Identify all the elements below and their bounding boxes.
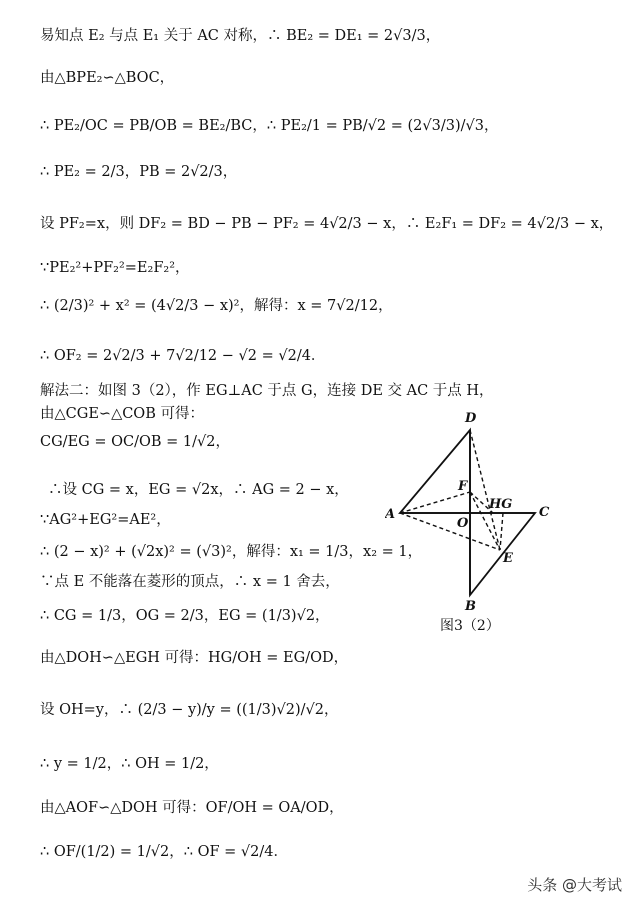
label-hg: HG (489, 497, 513, 512)
text-line-1: 易知点 E₂ 与点 E₁ 关于 AC 对称，∴ BE₂ = DE₁ = 2√3/3， (40, 28, 441, 44)
text-line-18: 设 OH=y，∴ (2/3 − y)/y = ((1/3)√2)/√2， (40, 702, 339, 718)
rhombus-figure (385, 400, 565, 640)
text-line-11: CG/EG = OC/OB = 1/√2， (40, 434, 230, 450)
label-a: A (385, 507, 396, 522)
rhombus-diagram (385, 400, 565, 640)
text-line-12: ∴设 CG = x，EG = √2x，∴ AG = 2 − x， (48, 482, 349, 498)
text-line-21: ∴ OF/(1/2) = 1/√2，∴ OF = √2/4． (40, 844, 288, 860)
label-d: D (465, 411, 477, 426)
text-line-10: 由△CGE∽△COB 可得： (40, 406, 204, 422)
text-line-14: ∴ (2 − x)² + (√2x)² = (√3)²，解得：x₁ = 1/3，x₂ = 1， (40, 544, 423, 560)
text-line-8: ∴ OF₂ = 2√2/3 + 7√2/12 − √2 = √2/4． (40, 348, 326, 364)
text-line-17: 由△DOH∽△EGH 可得：HG/OH = EG/OD， (40, 650, 349, 666)
segment-de (470, 430, 500, 550)
figure-caption: 图3（2） (440, 618, 500, 634)
text-line-4: ∴ PE₂ = 2/3，PB = 2√2/3， (40, 164, 238, 180)
label-e: E (503, 551, 513, 566)
text-line-2: 由△BPE₂∽△BOC， (40, 70, 175, 86)
label-o: O (457, 516, 469, 531)
text-line-6: ∵PE₂²+PF₂²=E₂F₂²， (40, 260, 190, 276)
segment-ae (400, 513, 500, 550)
text-line-3: ∴ PE₂/OC = PB/OB = BE₂/BC，∴ PE₂/1 = PB/√2 = (2√3/3)/√3， (40, 118, 499, 134)
text-line-13: ∵AG²+EG²=AE²， (40, 512, 171, 528)
text-line-20: 由△AOF∽△DOH 可得：OF/OH = OA/OD， (40, 800, 344, 816)
segment-ge (500, 513, 503, 550)
label-b: B (465, 599, 476, 614)
text-line-16: ∴ CG = 1/3，OG = 2/3，EG = (1/3)√2， (40, 608, 330, 624)
text-line-9: 解法二：如图 3（2），作 EG⊥AC 于点 G，连接 DE 交 AC 于点 H， (40, 383, 494, 399)
text-line-15: ∵点 E 不能落在菱形的顶点，∴ x = 1 舍去， (40, 574, 340, 590)
label-f: F (458, 479, 468, 494)
text-line-19: ∴ y = 1/2，∴ OH = 1/2， (40, 756, 219, 772)
text-line-7: ∴ (2/3)² + x² = (4√2/3 − x)²，解得：x = 7√2/12， (40, 298, 393, 314)
watermark: 头条 @大考试 (527, 876, 622, 894)
label-c: C (539, 505, 550, 520)
text-line-5: 设 PF₂=x，则 DF₂ = BD − PB − PF₂ = 4√2/3 − x，∴ E₂F₁ = DF₂ = 4√2/3 − x， (40, 216, 614, 232)
segment-af (400, 492, 470, 513)
